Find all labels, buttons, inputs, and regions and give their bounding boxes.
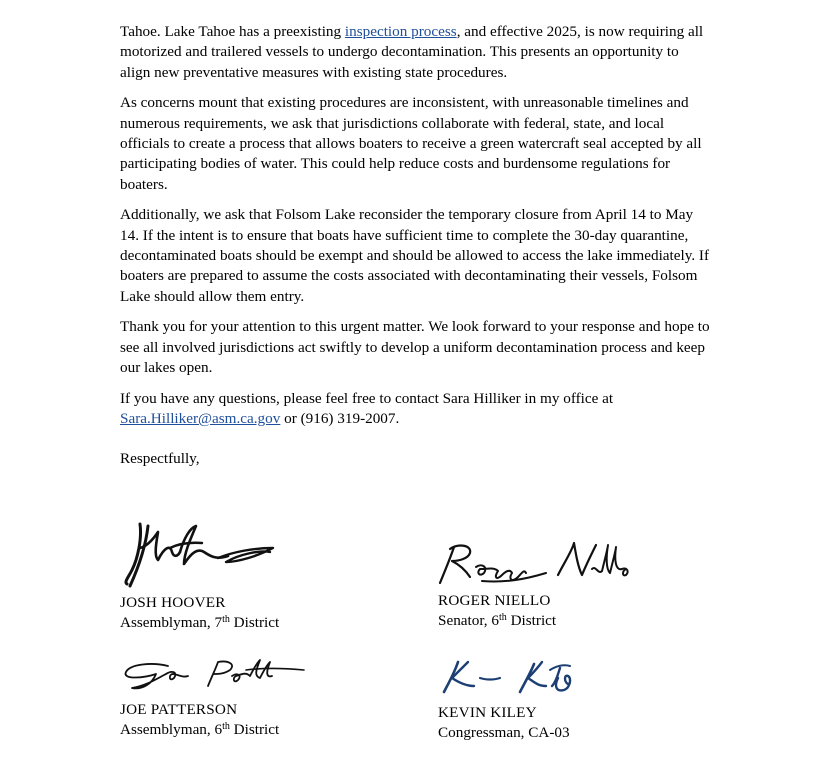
signatory-kevin-kiley bbox=[438, 703, 570, 743]
signatory-title: Congressman, CA-03 bbox=[438, 724, 570, 741]
paragraph-1-text: Tahoe. Lake Tahoe has a preexisting bbox=[120, 23, 345, 40]
email-link[interactable]: Sara.Hilliker@asm.ca.gov bbox=[120, 410, 281, 428]
paragraph-2: As concerns mount that existing procedures are inconsistent, with unreasonable timelines and numerous requirements, we ask that jurisdictions collaborate with federal, state, and local officials to create a process that allows boaters to receive a green watercraft seal accepted by all participating bodies of water. This could help reduce costs and burdensome regulations for boaters. bbox=[120, 94, 702, 193]
paragraph-4: Thank you for your attention to this urgent matter. We look forward to your response and hope to see all involved jurisdictions act swiftly to develop a uniform decontamination process and keep our lakes open. bbox=[120, 318, 710, 376]
signatory-roger-niello bbox=[438, 591, 556, 631]
inspection-process-link[interactable]: inspection process bbox=[344, 23, 457, 40]
signatory-title: Assemblyman, 6th District bbox=[120, 721, 280, 738]
signatory-name: JOE PATTERSON bbox=[120, 701, 238, 718]
paragraph-1 bbox=[120, 22, 712, 83]
signatory-josh-hoover bbox=[120, 593, 279, 633]
signatory-joe-patterson bbox=[120, 700, 279, 740]
signature-roger-niello bbox=[436, 537, 636, 587]
signature-joe-patterson bbox=[122, 656, 312, 696]
contact-text: If you have any questions, please feel free to contact Sara Hilliker in my office at bbox=[120, 389, 614, 407]
signatory-name: KEVIN KILEY bbox=[438, 704, 537, 721]
paragraph-1-text-cont: , and effective 2025, is now requiring all motorized and trailered vessels to undergo decontamination. This presents an opportunity to align new preventative measures with existing state procedures. bbox=[120, 23, 704, 81]
letter-body bbox=[120, 22, 712, 480]
closing: Respectfully, bbox=[120, 450, 200, 468]
signature-kevin-kiley bbox=[442, 658, 582, 698]
paragraph-5 bbox=[120, 389, 712, 430]
signatory-name: JOSH HOOVER bbox=[120, 594, 226, 611]
signatory-name: ROGER NIELLO bbox=[438, 592, 551, 609]
signature-josh-hoover bbox=[118, 518, 288, 593]
phone-text: or (916) 319-2007. bbox=[280, 410, 400, 428]
signatory-title: Senator, 6th District bbox=[438, 612, 557, 629]
signatory-title: Assemblyman, 7th District bbox=[120, 614, 280, 631]
paragraph-3: Additionally, we ask that Folsom Lake reconsider the temporary closure from April 14 to May 14. If the intent is to ensure that boats have sufficient time to complete the 30-day quarantine, decontaminated boats should be exempt and should be allowed to access the lake immediately. If boaters are prepared to assume the costs associated with decontaminating their vessels, Folsom Lake should allow them entry. bbox=[120, 206, 710, 305]
